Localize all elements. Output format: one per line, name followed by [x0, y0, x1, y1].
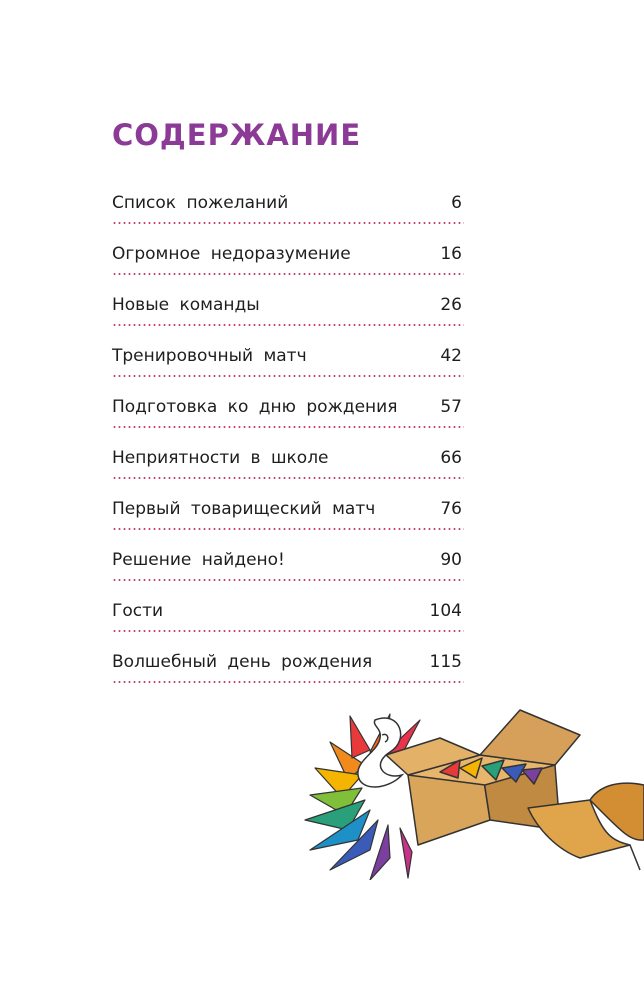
- toc-entry-page: 76: [440, 499, 462, 519]
- toc-entry[interactable]: [112, 495, 464, 546]
- dotted-leader: [112, 528, 464, 530]
- toc-entry-title: Гости: [112, 601, 164, 621]
- page-title: СОДЕРЖАНИЕ: [112, 118, 362, 152]
- dotted-leader: [112, 426, 464, 428]
- dotted-leader: [112, 579, 464, 581]
- toc-entry-page: 57: [440, 397, 462, 417]
- toc-entry-title: Первый товарищеский матч: [112, 499, 376, 519]
- dotted-leader: [112, 273, 464, 275]
- dotted-leader: [112, 477, 464, 479]
- toc-entry[interactable]: [112, 597, 464, 648]
- toc-entry[interactable]: [112, 291, 464, 342]
- toc-entry-page: 26: [440, 295, 462, 315]
- toc-entry-page: 6: [451, 193, 462, 213]
- dotted-leader: [112, 630, 464, 632]
- party-box-illustration-icon: [290, 680, 644, 880]
- toc-entry-title: Подготовка ко дню рождения: [112, 397, 398, 417]
- toc-entry-page: 115: [429, 652, 462, 672]
- toc-entry[interactable]: [112, 444, 464, 495]
- bunting-flags-icon: [305, 714, 420, 880]
- toc-entry-title: Огромное недоразумение: [112, 244, 351, 264]
- toc-entry-page: 42: [440, 346, 462, 366]
- dotted-leader: [112, 222, 464, 224]
- toc-entry-title: Список пожеланий: [112, 193, 289, 213]
- toc-entry-page: 104: [429, 601, 462, 621]
- table-of-contents: [112, 189, 464, 699]
- toc-entry-title: Тренировочный матч: [112, 346, 307, 366]
- toc-entry-page: 66: [440, 448, 462, 468]
- toc-entry-title: Новые команды: [112, 295, 260, 315]
- toc-entry-page: 90: [440, 550, 462, 570]
- toc-entry[interactable]: [112, 189, 464, 240]
- toc-entry[interactable]: [112, 342, 464, 393]
- toc-entry-page: 16: [440, 244, 462, 264]
- toc-entry-title: Волшебный день рождения: [112, 652, 373, 672]
- toc-entry[interactable]: [112, 240, 464, 291]
- toc-entry[interactable]: [112, 546, 464, 597]
- dotted-leader: [112, 375, 464, 377]
- toc-entry[interactable]: [112, 393, 464, 444]
- toc-entry-title: Неприятности в школе: [112, 448, 329, 468]
- dotted-leader: [112, 324, 464, 326]
- toc-entry-title: Решение найдено!: [112, 550, 285, 570]
